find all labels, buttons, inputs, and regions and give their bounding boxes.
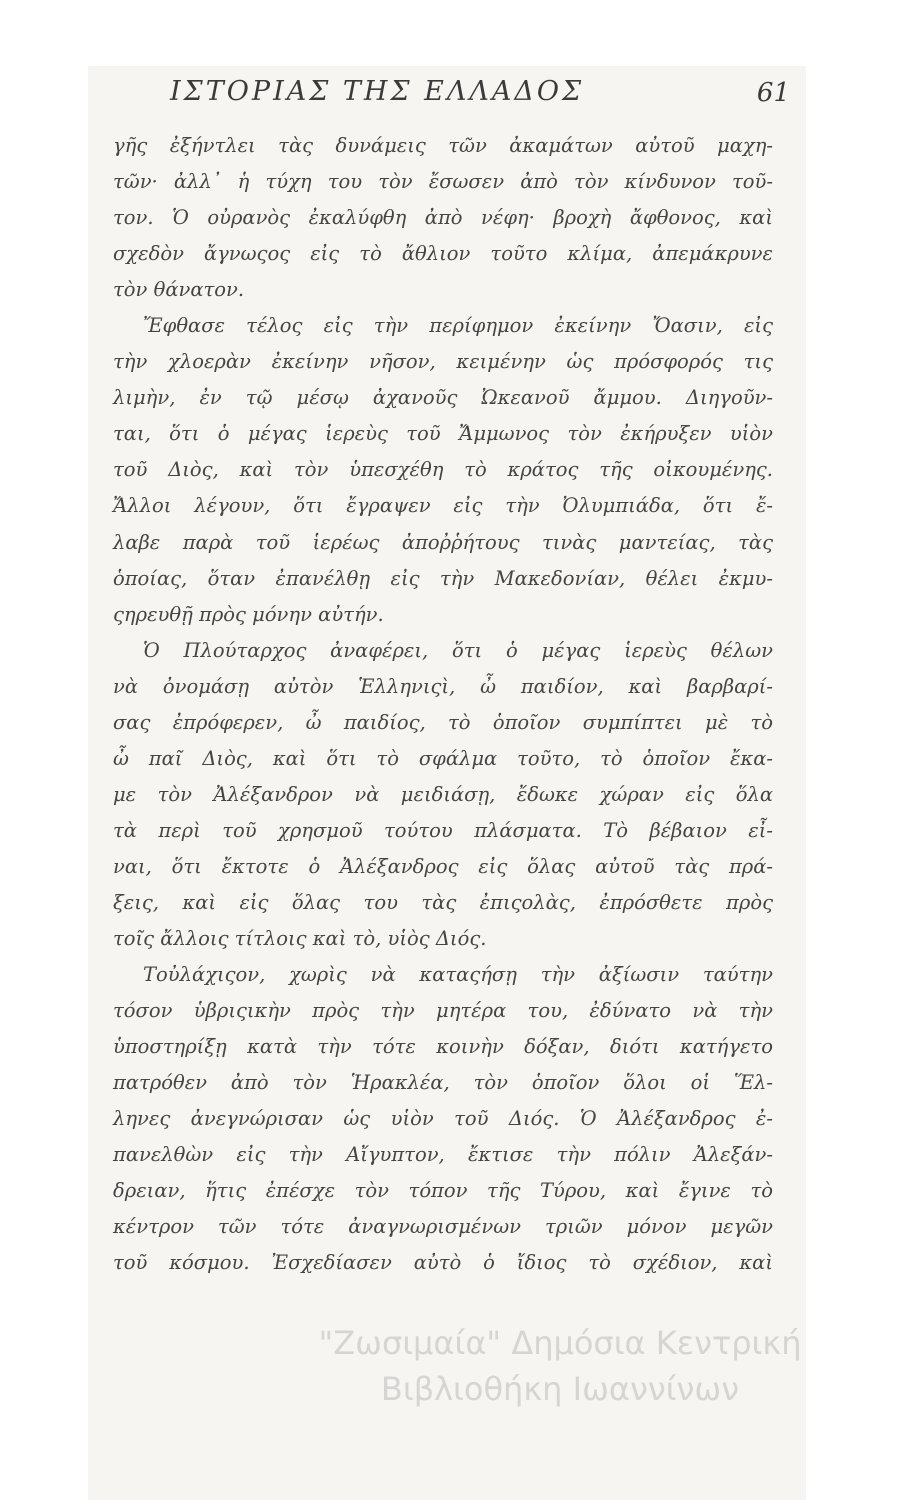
text-line: λιμὴν, ἐν τῷ μέσῳ ἀχανοῦς Ὠκεανοῦ ἄμμου. Διηγοῦν- bbox=[113, 386, 773, 410]
text-line: τὸν θάνατον. bbox=[113, 278, 245, 302]
text-line: Ὁ Πλούταρχος ἀναφέρει, ὅτι ὁ μέγας ἱερεὺς θέλων bbox=[143, 638, 773, 662]
text-line: Ἄλλοι λέγουν, ὅτι ἔγραψεν εἰς τὴν Ὀλυμπιάδα, ὅτι ἔ- bbox=[113, 494, 773, 518]
text-line: κέντρον τῶν τότε ἀναγνωρισμένων τριῶν μόνον μεγῶν bbox=[113, 1215, 773, 1239]
text-line: με τὸν Ἀλέξανδρον νὰ μειδιάσῃ, ἔδωκε χώραν εἰς ὅλα bbox=[113, 782, 773, 806]
text-line: πατρόθεν ἀπὸ τὸν Ἡρακλέα, τὸν ὁποῖον ὅλοι οἱ Ἕλ- bbox=[113, 1071, 773, 1095]
text-line: πανελθὼν εἰς τὴν Αἴγυπτον, ἔκτισε τὴν πόλιν Ἀλεξάν- bbox=[113, 1143, 773, 1167]
text-line: ται, ὅτι ὁ μέγας ἱερεὺς τοῦ Ἄμμωνος τὸν ἐκήρυξεν υἱὸν bbox=[113, 422, 773, 446]
text-line: ληνες ἀνεγνώρισαν ὡς υἱὸν τοῦ Διός. Ὁ Ἀλέξανδρος ἐ- bbox=[113, 1107, 773, 1131]
text-line: ναι, ὅτι ἔκτοτε ὁ Ἀλέξανδρος εἰς ὅλας αὐτοῦ τὰς πρά- bbox=[113, 854, 773, 878]
text-line: γῆς ἐξήντλει τὰς δυνάμεις τῶν ἀκαμάτων αὐτοῦ μαχη- bbox=[113, 134, 773, 157]
running-head: ΙΣΤΟΡΙΑΣ ΤΗΣ ΕΛΛΑΔΟΣ bbox=[170, 76, 585, 107]
text-line: Τοὐλάχιςον, χωρὶς νὰ καταςήσῃ τὴν ἀξίωσιν ταύτην bbox=[143, 963, 773, 987]
page-number: 61 bbox=[756, 78, 790, 108]
text-line: Ἔφθασε τέλος εἰς τὴν περίφημον ἐκείνην Ὄασιν, εἰς bbox=[143, 314, 773, 338]
body-text bbox=[113, 128, 773, 1282]
text-line: τοῦ Διὸς, καὶ τὸν ὑπεσχέθη τὸ κράτος τῆς οἰκουμένης. bbox=[113, 458, 773, 482]
text-line: τον. Ὁ οὐρανὸς ἐκαλύφθη ἀπὸ νέφη· βροχὴ ἄφθονος, καὶ bbox=[113, 206, 773, 230]
text-line: σας ἐπρόφερεν, ὦ παιδίος, τὸ ὁποῖον συμπίπτει μὲ τὸ bbox=[113, 710, 773, 734]
text-line: ὑποστηρίξῃ κατὰ τὴν τότε κοινὴν δόξαν, διότι κατήγετο bbox=[113, 1035, 773, 1059]
text-line: τὰ περὶ τοῦ χρησμοῦ τούτου πλάσματα. Τὸ βέβαιον εἶ- bbox=[113, 818, 773, 842]
text-line: ξεις, καὶ εἰς ὅλας του τὰς ἐπιςολὰς, ἐπρόσθετε πρὸς bbox=[113, 890, 773, 914]
watermark-line: Βιβλιοθήκη Ιωαννίνων bbox=[380, 1370, 740, 1408]
text-line: τοῖς ἄλλοις τίτλοις καὶ τὸ, υἱὸς Διός. bbox=[113, 927, 487, 951]
text-line: δρειαν, ἥτις ἐπέσχε τὸν τόπον τῆς Τύρου, καὶ ἔγινε τὸ bbox=[113, 1179, 773, 1203]
text-line: τῶν· ἀλλ᾽ ἡ τύχη του τὸν ἔσωσεν ἀπὸ τὸν κίνδυνον τοῦ- bbox=[113, 170, 773, 194]
text-line: λαβε παρὰ τοῦ ἱερέως ἀποῤῥήτους τινὰς μαντείας, τὰς bbox=[113, 530, 773, 554]
text-line: ὁποίας, ὅταν ἐπανέλθῃ εἰς τὴν Μακεδονίαν, θέλει ἐκμυ- bbox=[113, 566, 773, 590]
text-line: νὰ ὀνομάσῃ αὐτὸν Ἑλληνιςὶ, ὦ παιδίον, καὶ βαρβαρί- bbox=[113, 674, 773, 698]
text-line: ὦ παῖ Διὸς, καὶ ὅτι τὸ σφάλμα τοῦτο, τὸ ὁποῖον ἔκα- bbox=[113, 746, 773, 770]
page-header bbox=[170, 76, 790, 122]
text-line: σχεδὸν ἄγνωςος εἰς τὸ ἄθλιον τοῦτο κλίμα, ἀπεμάκρυνε bbox=[113, 242, 773, 266]
library-watermark bbox=[210, 1320, 910, 1412]
text-line: ςηρευθῇ πρὸς μόνην αὐτήν. bbox=[113, 602, 384, 626]
text-line: τόσον ὑβριςικὴν πρὸς τὴν μητέρα του, ἐδύνατο νὰ τὴν bbox=[113, 999, 773, 1023]
text-line: τὴν χλοερὰν ἐκείνην νῆσον, κειμένην ὡς πρόσφορός τις bbox=[113, 350, 773, 374]
watermark-line: "Ζωσιμαία" Δημόσια Κεντρική bbox=[318, 1324, 802, 1362]
text-line: τοῦ κόσμου. Ἐσχεδίασεν αὐτὸ ὁ ἴδιος τὸ σχέδιον, καὶ bbox=[113, 1251, 773, 1275]
